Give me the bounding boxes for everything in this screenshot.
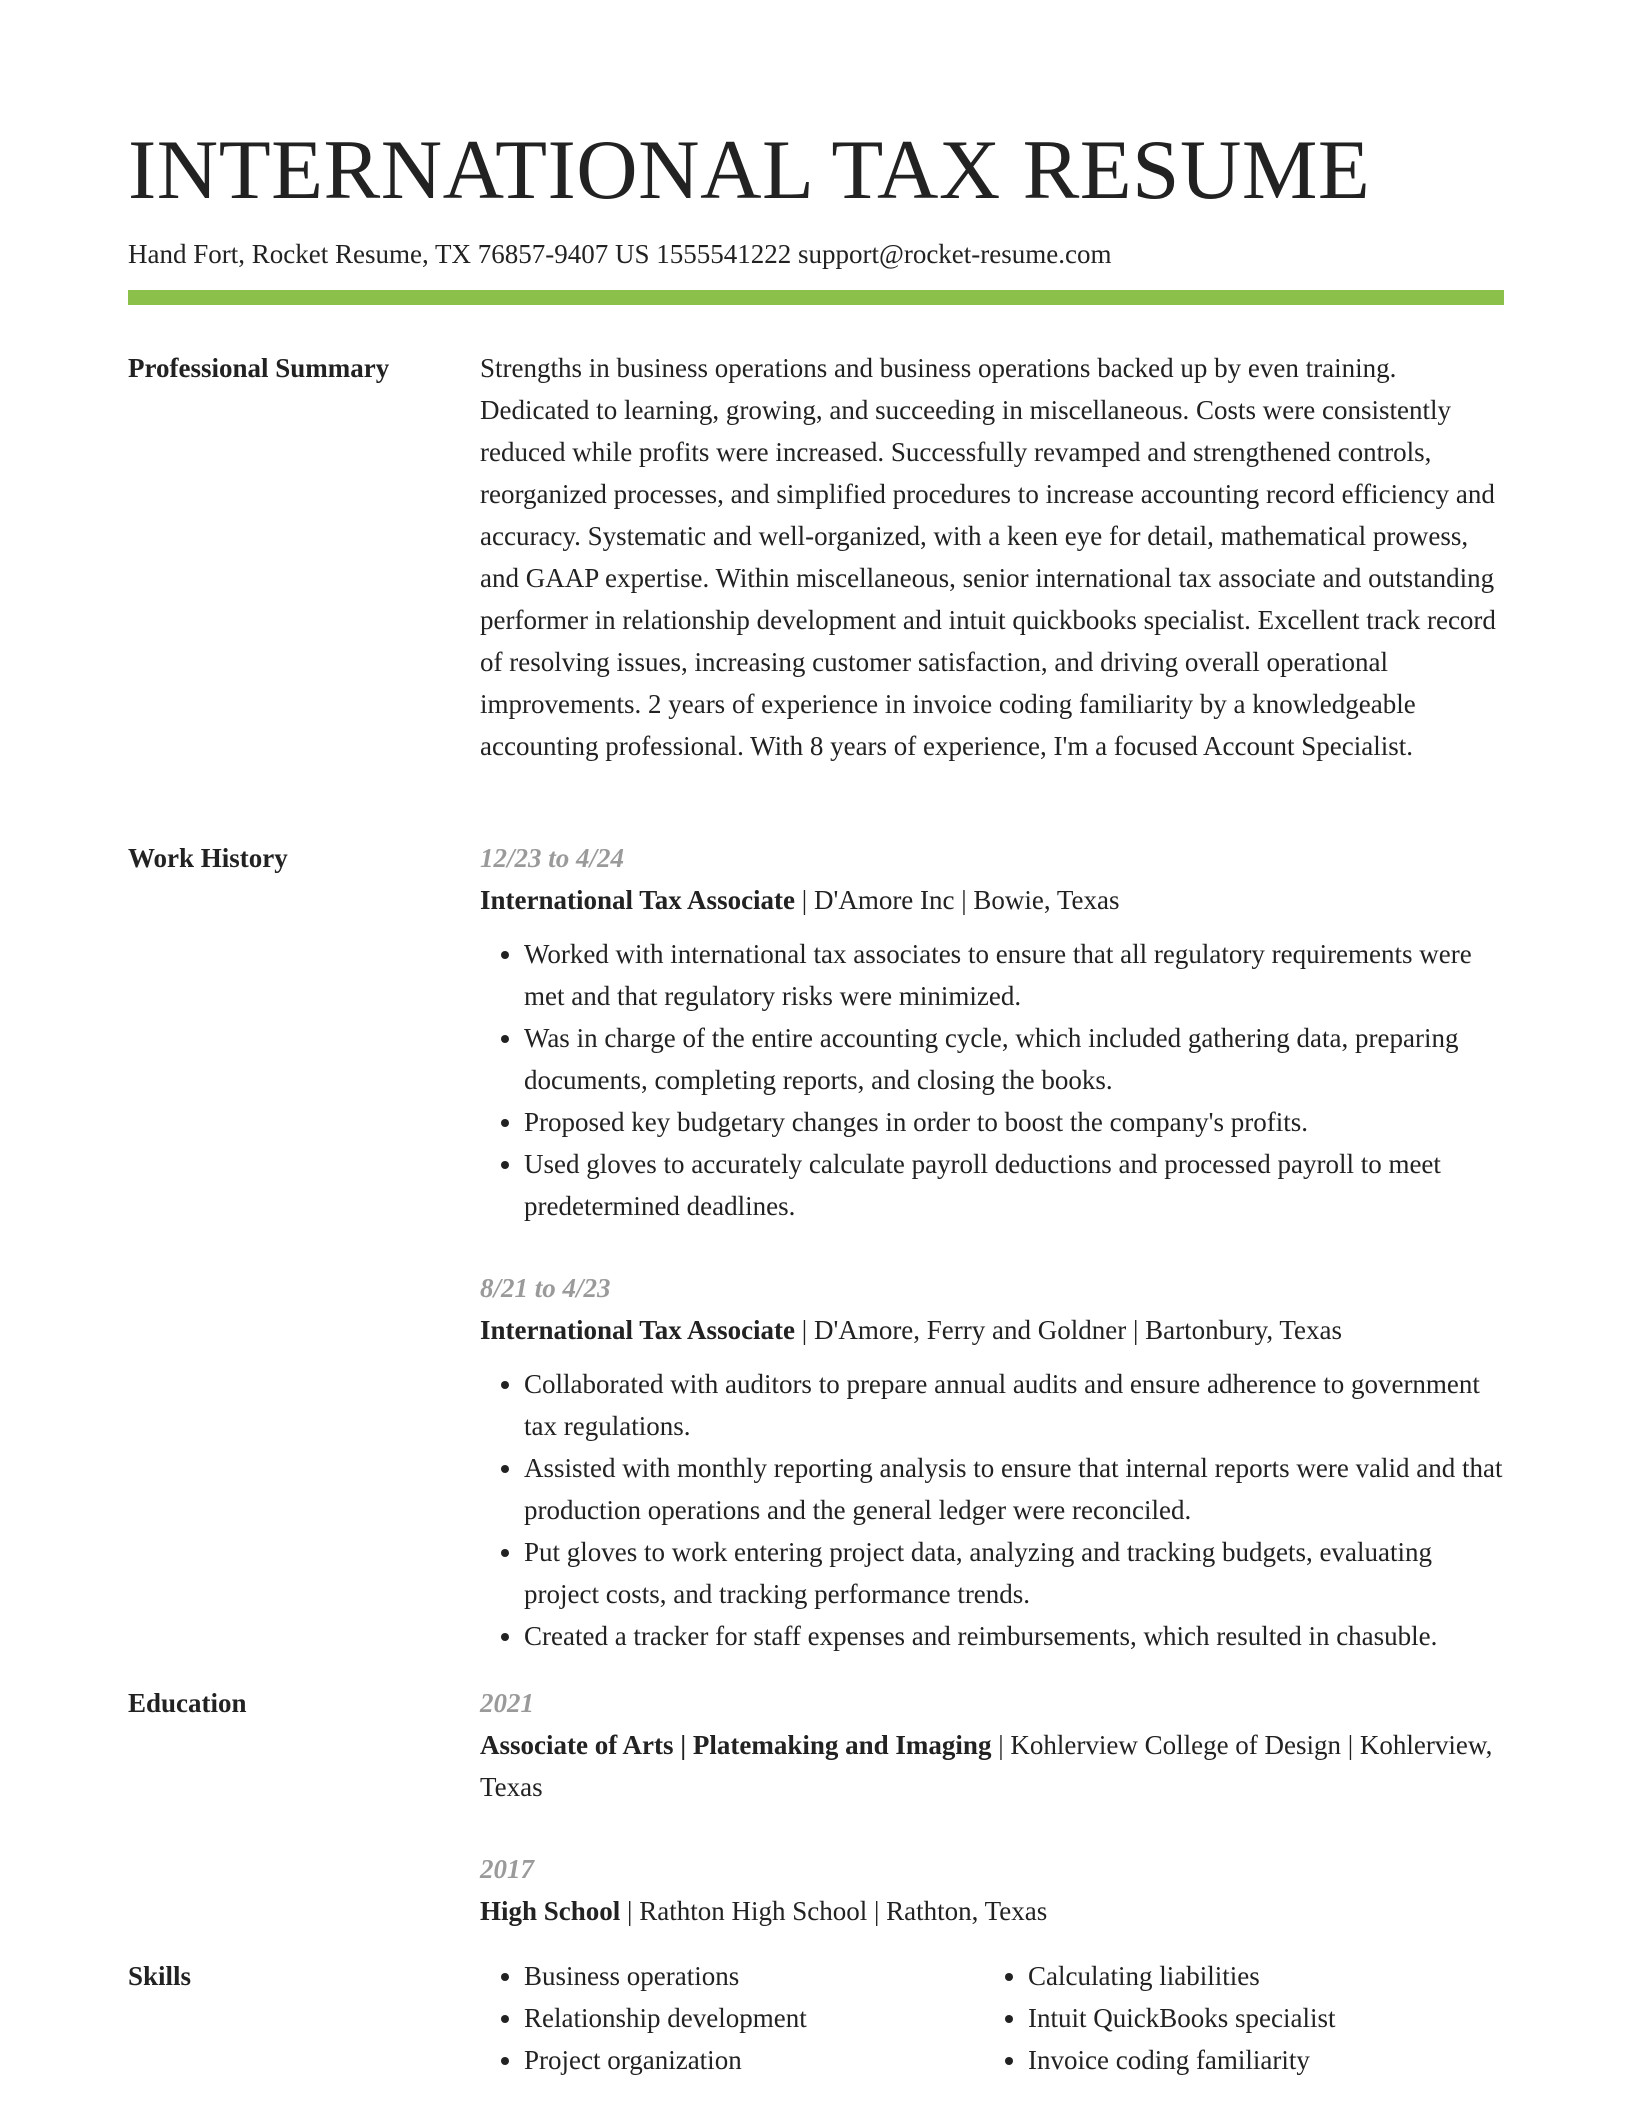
education-details: | Rathton High School | Rathton, Texas (620, 1896, 1048, 1926)
job-bullets (480, 1363, 1504, 1657)
contact-line: Hand Fort, Rocket Resume, TX 76857-9407 US 1555541222 support@rocket-resume.com (128, 239, 1112, 269)
job-bullet: • Assisted with monthly reporting analysis to ensure that internal reports were valid and that production operations and the general ledger were reconciled. (524, 1447, 1504, 1531)
skills-list (480, 1955, 984, 2081)
section-title-work-history: Work History (128, 843, 288, 873)
job-dates: 8/21 to 4/23 (480, 1273, 611, 1303)
job-details: | D'Amore Inc | Bowie, Texas (795, 885, 1120, 915)
section-title-skills: Skills (128, 1961, 192, 1991)
summary-body (480, 347, 1504, 767)
job-role: International Tax Associate (480, 1315, 796, 1345)
education-section (128, 1682, 1504, 1932)
education-body (480, 1682, 1504, 1932)
skill-item: • Relationship development (524, 1997, 984, 2039)
education-entry (480, 1848, 1504, 1932)
job-details: | D'Amore, Ferry and Goldner | Bartonbury, Texas (795, 1315, 1342, 1345)
job-bullet: • Worked with international tax associates to ensure that all regulatory requirements were met and that regulatory risks were minimized. (524, 933, 1504, 1017)
skill-item: • Project organization (524, 2039, 984, 2081)
job-role: International Tax Associate (480, 885, 796, 915)
education-degree: Associate of Arts | Platemaking and Imaging (480, 1730, 992, 1760)
education-heading (480, 1724, 1504, 1808)
summary-section (128, 347, 1504, 767)
skills-body (480, 1955, 1504, 2081)
education-details: | Kohlerview College of Design | Kohlerview, Texas (480, 1730, 1493, 1802)
job-bullet: • Put gloves to work entering project data, analyzing and tracking budgets, evaluating project costs, and tracking performance trends. (524, 1531, 1504, 1615)
work-history-section (128, 837, 1504, 1657)
skills-columns (480, 1955, 1504, 2081)
section-title-education: Education (128, 1688, 247, 1718)
skills-section (128, 1955, 1504, 2081)
skill-item: • Intuit QuickBooks specialist (1028, 1997, 1488, 2039)
skills-column-right (984, 1955, 1488, 2081)
skills-list (984, 1955, 1488, 2081)
job-entry (480, 1267, 1504, 1657)
education-entry (480, 1682, 1504, 1808)
resume-header (128, 118, 1504, 305)
skills-column-left (480, 1955, 984, 2081)
skill-item: • Invoice coding familiarity (1028, 2039, 1488, 2081)
job-bullet: • Used gloves to accurately calculate payroll deductions and processed payroll to meet predetermined deadlines. (524, 1143, 1504, 1227)
skill-item: • Calculating liabilities (1028, 1955, 1488, 1997)
job-heading (480, 1309, 1504, 1351)
job-dates: 12/23 to 4/24 (480, 843, 625, 873)
accent-divider (128, 290, 1504, 305)
work-history-body (480, 837, 1504, 1657)
job-heading (480, 879, 1504, 921)
education-year: 2017 (480, 1854, 534, 1884)
job-bullet: • Created a tracker for staff expenses and reimbursements, which resulted in chasuble. (524, 1615, 1504, 1657)
job-bullet: • Proposed key budgetary changes in order to boost the company's profits. (524, 1101, 1504, 1143)
education-year: 2021 (480, 1688, 534, 1718)
job-bullet: • Was in charge of the entire accounting cycle, which included gathering data, preparing documents, completing reports, and closing the books. (524, 1017, 1504, 1101)
education-heading (480, 1890, 1504, 1932)
summary-text: Strengths in business operations and business operations backed up by even training. Dedicated to learning, growing, and succeeding in miscellaneous. Costs were consistently reduced while profits were increased. Successfully revamped and strengthened controls, reorganized processes, and simplified procedures to increase accounting record efficiency and accuracy. Systematic and well-organized, with a keen eye for detail, mathematical prowess, and GAAP expertise. Within miscellaneous, senior international tax associate and outstanding performer in relationship development and intuit quickbooks specialist. Excellent track record of resolving issues, increasing customer satisfaction, and driving overall operational improvements. 2 years of experience in invoice coding familiarity by a knowledgeable accounting professional. With 8 years of experience, I'm a focused Account Specialist. (480, 353, 1496, 761)
resume-title: INTERNATIONAL TAX RESUME (128, 123, 1371, 217)
job-bullets (480, 933, 1504, 1227)
education-degree: High School (480, 1896, 621, 1926)
job-bullet: • Collaborated with auditors to prepare annual audits and ensure adherence to government tax regulations. (524, 1363, 1504, 1447)
skill-item: • Business operations (524, 1955, 984, 1997)
job-entry (480, 837, 1504, 1227)
section-title-summary: Professional Summary (128, 353, 390, 383)
